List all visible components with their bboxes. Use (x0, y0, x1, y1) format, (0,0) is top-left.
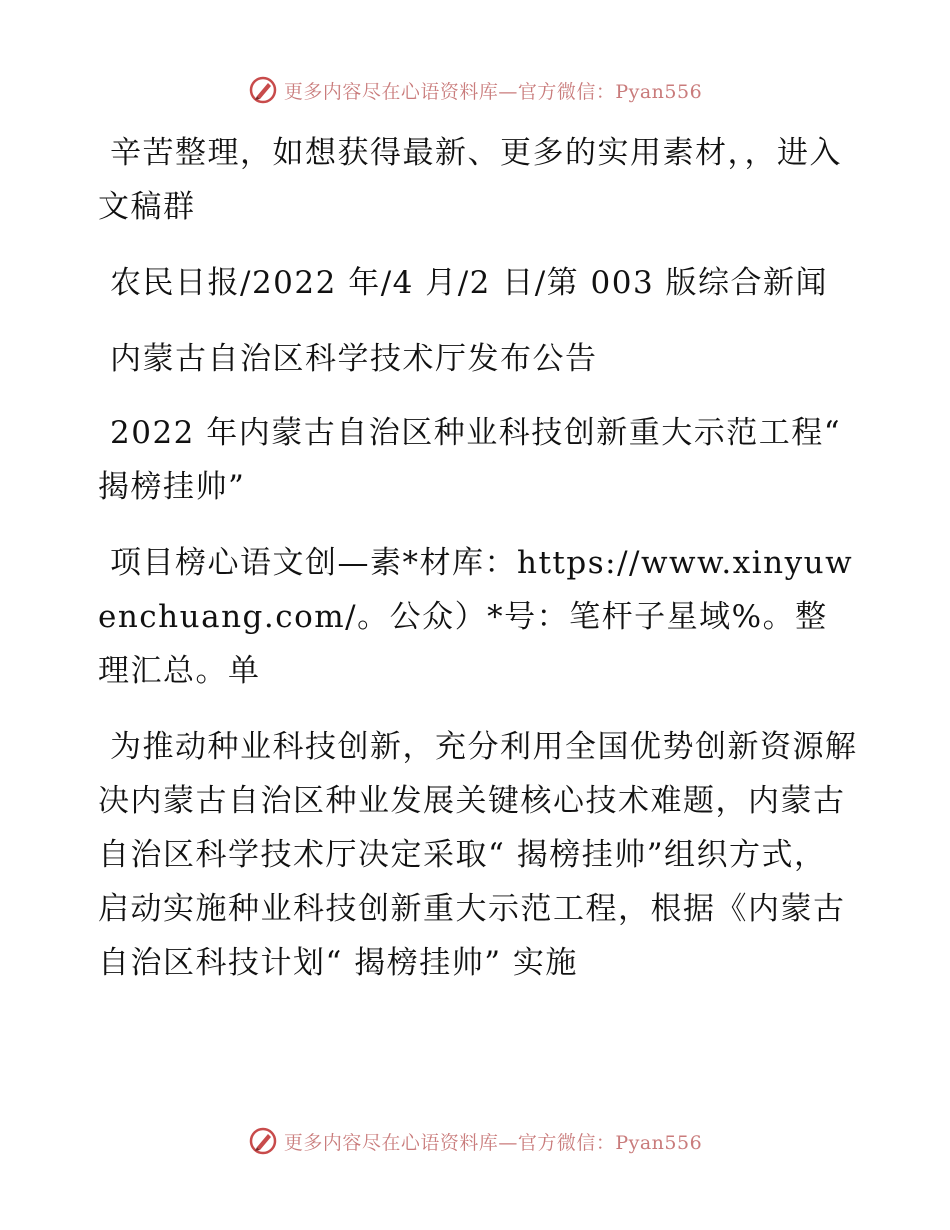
project-list-line: 项目榜心语文创—素*材库：https://www.xinyuwenchuang.com/。公众）*号：笔杆子星域%。整理汇总。单 (98, 545, 854, 689)
source-line: 农民日报/2022 年/4 月/2 日/第 003 版综合新闻 (110, 265, 829, 301)
intro-paragraph: 辛苦整理，如想获得最新、更多的实用素材，，进入文稿群 (98, 135, 842, 225)
watermark-text: 更多内容尽在心语资料库—官方微信：Pyan556 (283, 1131, 703, 1154)
body-paragraph: 为推动种业科技创新，充分利用全国优势创新资源解决内蒙古自治区种业发展关键核心技术难题，内蒙古自治区科学技术厅决定采取“ 揭榜挂帅”组织方式，启动实施种业科技创新重大示范工程，根据《内蒙古自治区科技计划“ 揭榜挂帅” 实施 (98, 729, 858, 981)
watermark-text: 更多内容尽在心语资料库—官方微信：Pyan556 (283, 80, 703, 103)
announcement-title: 内蒙古自治区科学技术厅发布公告 (110, 341, 598, 377)
project-title: 2022 年内蒙古自治区种业科技创新重大示范工程“ 揭榜挂帅” (98, 415, 842, 505)
document-body (98, 126, 858, 1012)
footer-watermark (0, 1123, 950, 1159)
pen-circle-logo-icon (248, 1126, 278, 1156)
header-watermark (0, 72, 950, 108)
pen-circle-logo-icon (248, 75, 278, 105)
